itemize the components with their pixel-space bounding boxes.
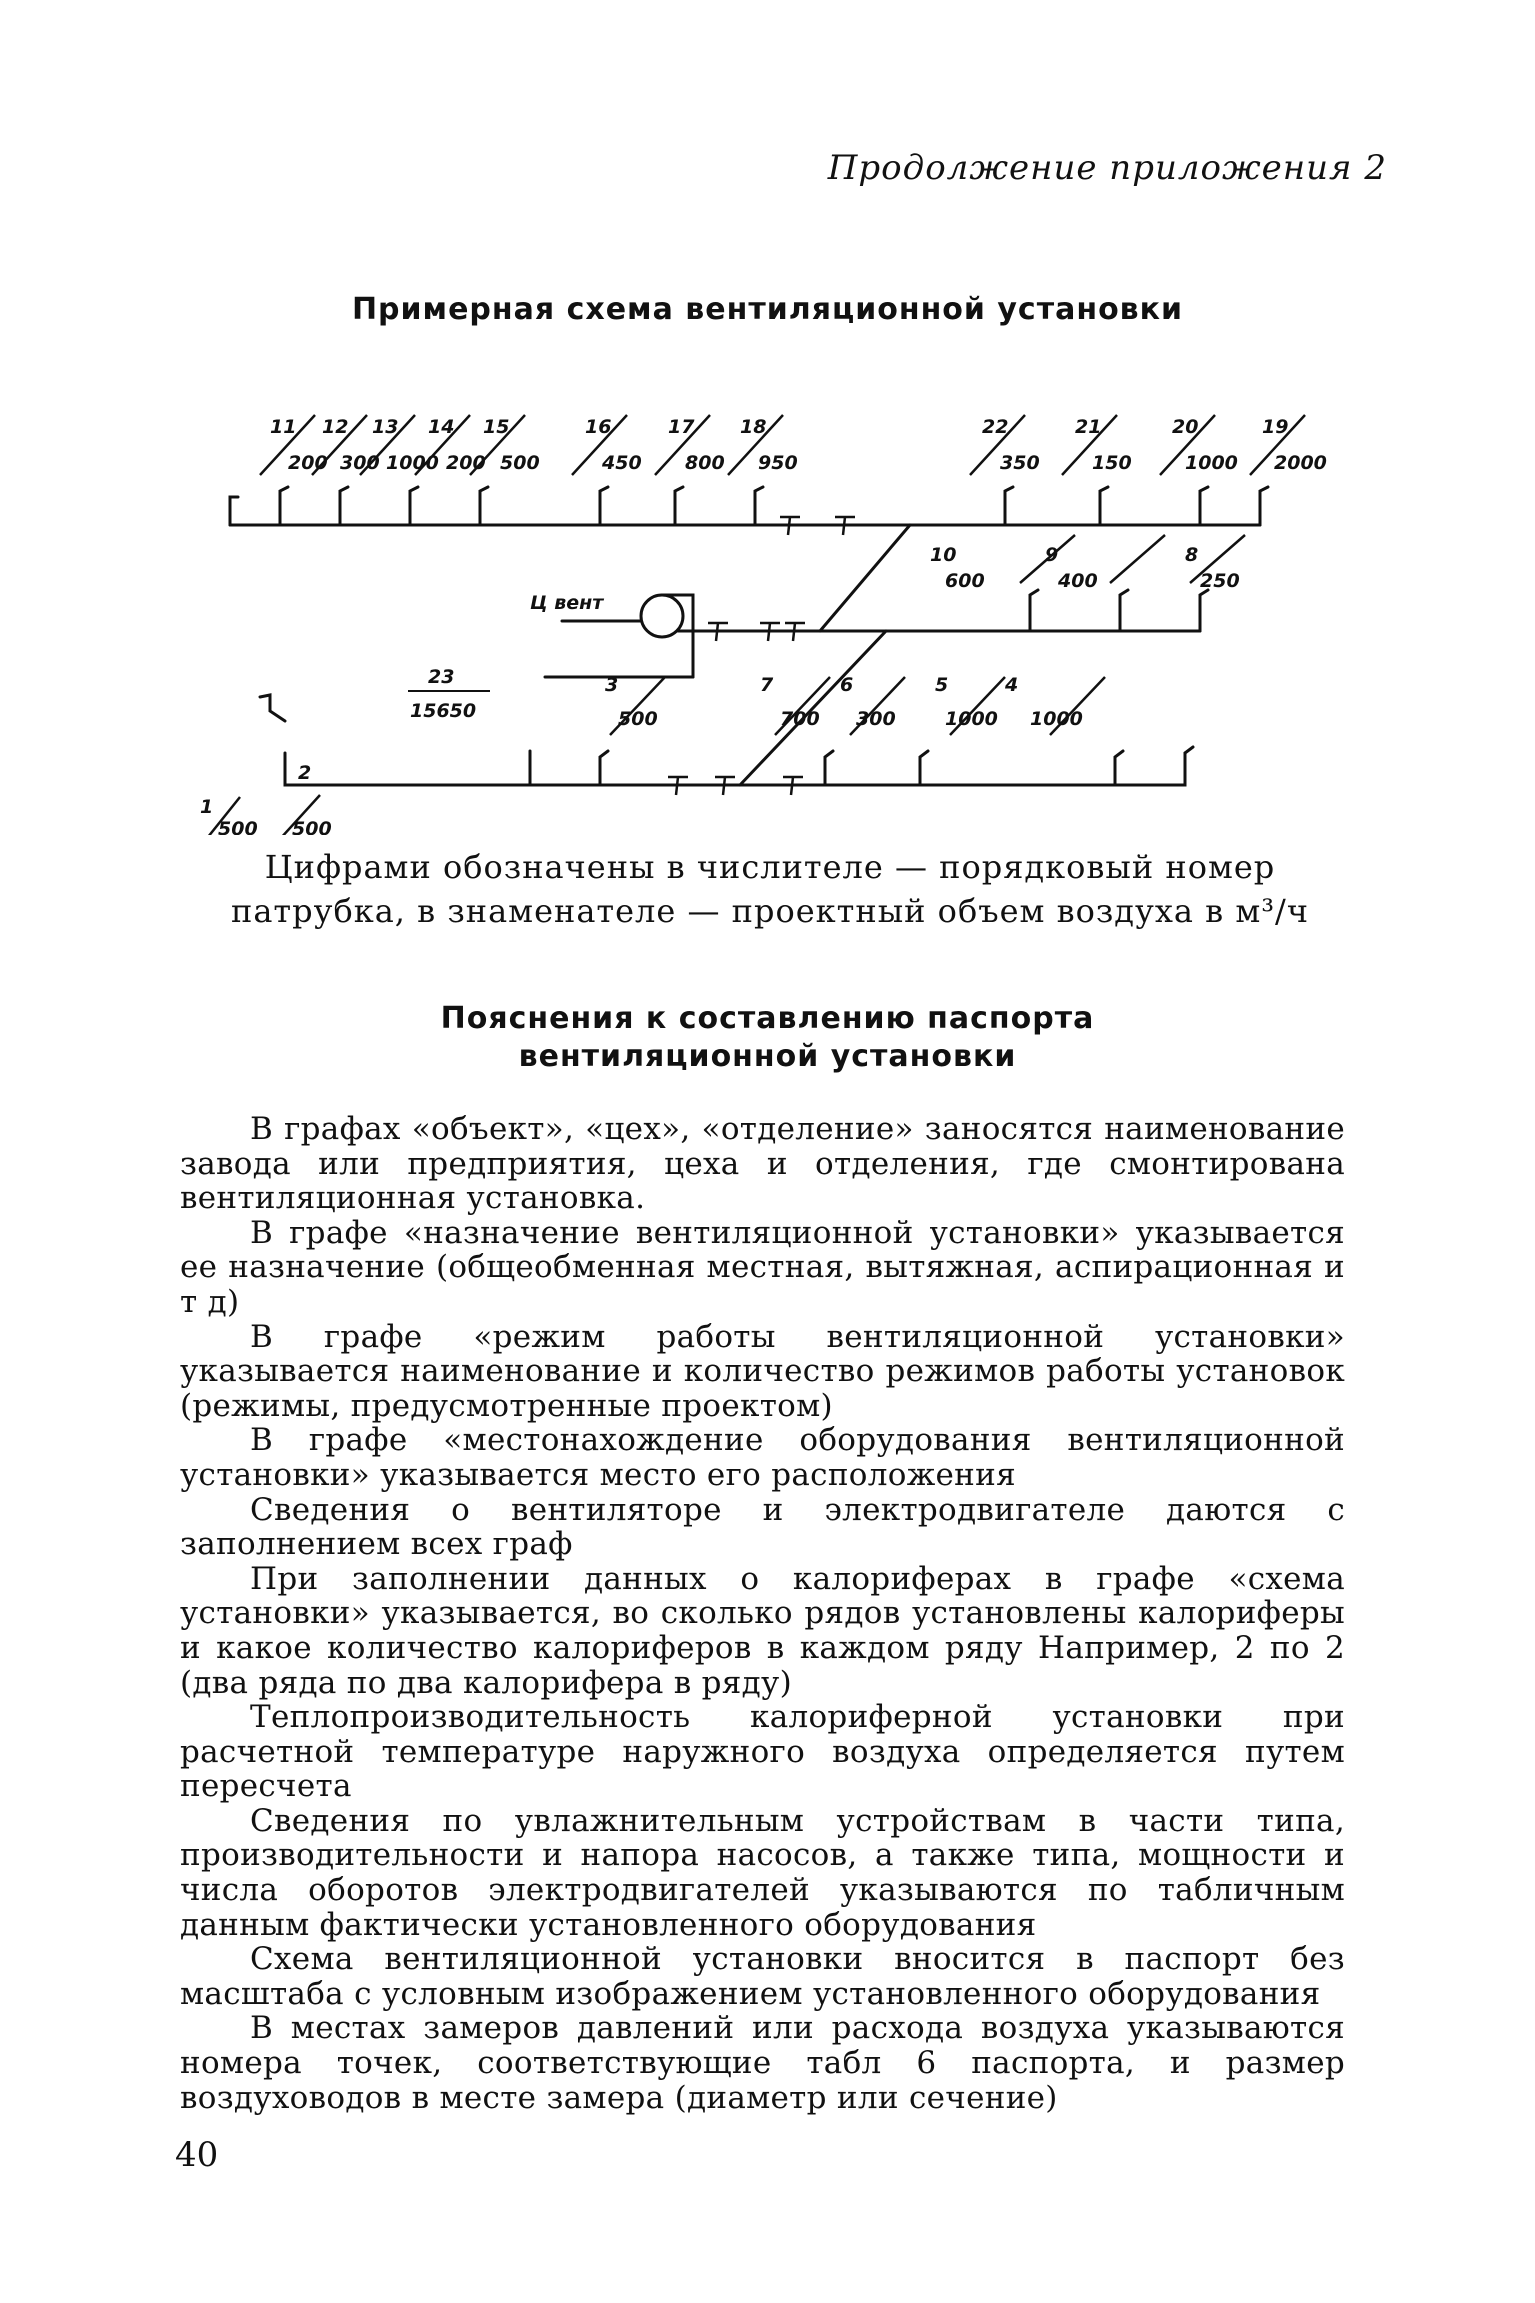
continuation-header: Продолжение приложения 2	[827, 148, 1387, 188]
nozzle-20-number: 20	[1172, 416, 1199, 438]
paragraph: Теплопроизводительность калориферной установки при расчетной температуре наружного воздуха определяется путем пересчета	[180, 1699, 1345, 1805]
nozzle-22-number: 22	[982, 416, 1009, 438]
nozzle-18-volume: 950	[758, 452, 798, 474]
nozzle-8-volume: 250	[1200, 570, 1240, 592]
section-title-line2: вентиляционной установки	[518, 1039, 1017, 1074]
paragraph: В графе «режим работы вентиляционной установки» указывается наименование и количество режимов работы установок (режимы, предусмотренные проектом)	[180, 1318, 1345, 1424]
nozzle-1-number: 1	[200, 796, 214, 818]
nozzle-6-number: 6	[840, 674, 854, 696]
nozzle-3-volume: 500	[618, 708, 658, 730]
nozzle-15-volume: 500	[500, 452, 540, 474]
nozzle-17-number: 17	[668, 416, 695, 438]
paragraph: Схема вентиляционной установки вносится в паспорт без масштаба с условным изображением установленного оборудования	[180, 1941, 1345, 2012]
nozzle-1-volume: 500	[218, 818, 258, 835]
nozzle-10-number: 10	[930, 544, 957, 566]
nozzle-23-number: 23	[428, 666, 455, 688]
paragraph: В графах «объект», «цех», «отделение» заносятся наименование завода или предприятия, цеха и отделения, где смонтирована вентиляционная установка.	[180, 1111, 1345, 1217]
explanations-body	[180, 1112, 1345, 2115]
nozzle-21-number: 21	[1075, 416, 1102, 438]
paragraph: В графе «местонахождение оборудования вентиляционной установки» указывается место его расположения	[180, 1422, 1345, 1493]
nozzle-19-volume: 2000	[1274, 452, 1327, 474]
nozzle-12-volume: 300	[340, 452, 380, 474]
paragraph: При заполнении данных о калориферах в графе «схема установки» указывается, во сколько рядов установлены калориферы и какое количество калориферов в каждом ряду Например, 2 по 2 (два ряда по два калорифера в ряду)	[180, 1560, 1345, 1701]
nozzle-11-number: 11	[270, 416, 297, 438]
nozzle-21-volume: 150	[1092, 452, 1132, 474]
nozzle-19-number: 19	[1262, 416, 1289, 438]
nozzle-23-volume: 15650	[410, 700, 477, 722]
nozzle-14-volume: 200	[446, 452, 486, 474]
nozzle-2-volume: 500	[292, 818, 332, 835]
fan-label: Ц вент	[530, 592, 604, 614]
section-title	[0, 1000, 1535, 1076]
paragraph: Сведения по увлажнительным устройствам в части типа, производительности и напора насосов, а также типа, мощности и числа оборотов электродвигателей указываются по табличным данным фактически установленного оборудования	[180, 1802, 1345, 1943]
nozzle-5-volume: 1000	[945, 708, 998, 730]
nozzle-20-volume: 1000	[1185, 452, 1238, 474]
nozzle-11-volume: 200	[288, 452, 328, 474]
nozzle-9-number: 9	[1045, 544, 1059, 566]
nozzle-2-number: 2	[298, 762, 312, 784]
paragraph: В графе «назначение вентиляционной установки» указывается ее назначение (общеобменная местная, вытяжная, аспирационная и т д)	[180, 1214, 1345, 1320]
nozzle-16-volume: 450	[602, 452, 642, 474]
nozzle-22-volume: 350	[1000, 452, 1040, 474]
ventilation-diagram	[200, 395, 1380, 835]
nozzle-5-number: 5	[935, 674, 949, 696]
paragraph: В местах замеров давлений или расхода воздуха указываются номера точек, соответствующие табл 6 паспорта, и размер воздуховодов в месте замера (диаметр или сечение)	[180, 2010, 1345, 2116]
nozzle-3-number: 3	[605, 674, 619, 696]
page-number: 40	[175, 2135, 219, 2175]
nozzle-7-number: 7	[760, 674, 774, 696]
diagram-title: Примерная схема вентиляционной установки	[351, 292, 1184, 327]
nozzle-4-volume: 1000	[1030, 708, 1083, 730]
nozzle-18-number: 18	[740, 416, 767, 438]
section-title-line1: Пояснения к составлению паспорта	[440, 1001, 1095, 1036]
nozzle-17-volume: 800	[685, 452, 725, 474]
nozzle-4-number: 4	[1005, 674, 1019, 696]
nozzle-13-number: 13	[372, 416, 399, 438]
paragraph: Сведения о вентиляторе и электродвигателе даются с заполнением всех граф	[180, 1491, 1345, 1563]
nozzle-10-volume: 600	[945, 570, 985, 592]
nozzle-14-number: 14	[428, 416, 455, 438]
nozzle-12-number: 12	[322, 416, 349, 438]
nozzle-7-volume: 700	[780, 708, 820, 730]
nozzle-8-number: 8	[1185, 544, 1199, 566]
nozzle-13-volume: 1000	[386, 452, 439, 474]
nozzle-9-volume: 400	[1058, 570, 1098, 592]
diagram-caption: Цифрами обозначены в числителе — порядковый номер патрубка, в знаменателе — проектный объем воздуха в м³/ч	[231, 848, 1309, 930]
nozzle-16-number: 16	[585, 416, 612, 438]
nozzle-6-volume: 300	[856, 708, 896, 730]
nozzle-15-number: 15	[483, 416, 510, 438]
